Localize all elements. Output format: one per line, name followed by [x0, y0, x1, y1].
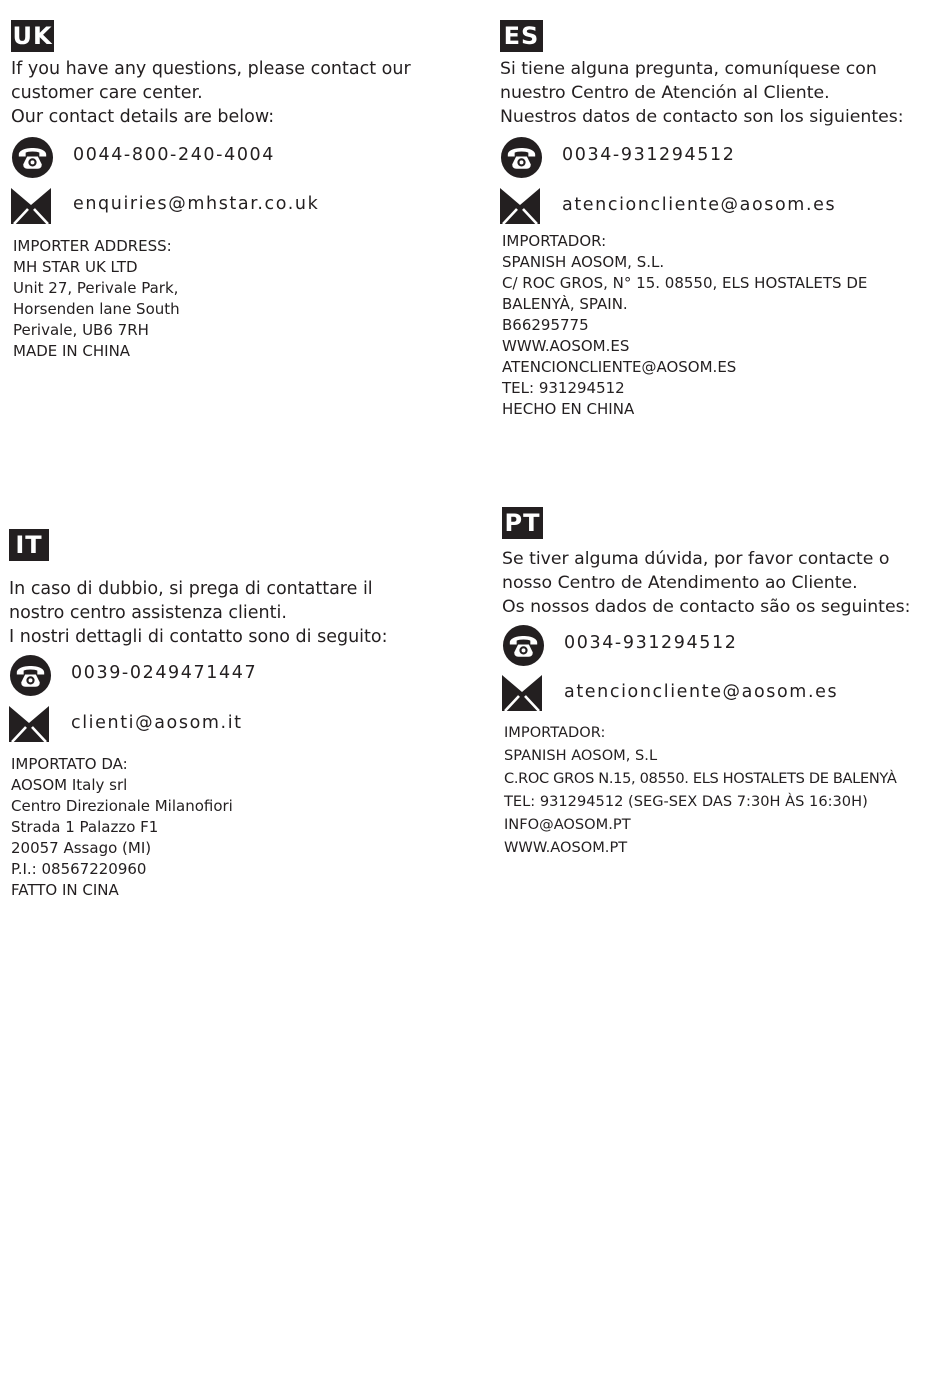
- telephone-icon: [500, 136, 543, 179]
- address-line: BALENYÀ, SPAIN.: [502, 295, 628, 313]
- pt-intro-line: Os nossos dados de contacto são os seguintes:: [502, 597, 911, 617]
- uk-intro-line: customer care center.: [11, 83, 203, 103]
- address-line: MH STAR UK LTD: [13, 258, 138, 276]
- pt-phone-row: [502, 624, 942, 668]
- address-line: IMPORTADOR:: [502, 232, 607, 250]
- address-line: WWW.AOSOM.ES: [502, 337, 630, 355]
- address-line: Unit 27, Perivale Park,: [13, 279, 179, 297]
- address-line: IMPORTER ADDRESS:: [13, 237, 172, 255]
- it-intro: [9, 577, 388, 649]
- es-section: [500, 20, 948, 430]
- uk-badge: UK: [12, 22, 53, 50]
- es-phone-row: [500, 136, 940, 180]
- address-line: ATENCIONCLIENTE@AOSOM.ES: [502, 358, 737, 376]
- pt-phone-number[interactable]: 0034-931294512: [564, 633, 738, 653]
- pt-intro-line: Se tiver alguma dúvida, por favor contacte o: [502, 549, 890, 569]
- it-phone-row: [9, 654, 469, 698]
- address-line: FATTO IN CINA: [11, 881, 119, 899]
- address-line: C/ ROC GROS, N° 15. 08550, ELS HOSTALETS DE: [502, 274, 868, 292]
- address-line: P.I.: 08567220960: [11, 860, 147, 878]
- address-line: Perivale, UB6 7RH: [13, 321, 149, 339]
- envelope-icon: [11, 186, 51, 226]
- address-line: AOSOM Italy srl: [11, 776, 128, 794]
- it-badge: IT: [9, 529, 49, 561]
- it-intro-line: I nostri dettagli di contatto sono di seguito:: [9, 627, 388, 647]
- es-email-row: [500, 186, 940, 230]
- it-intro-line: In caso di dubbio, si prega di contattare il: [9, 579, 373, 599]
- it-section: [9, 529, 469, 909]
- address-line: B66295775: [502, 316, 589, 334]
- address-line: SPANISH AOSOM, S.L: [504, 747, 658, 764]
- es-importer-address: [502, 231, 867, 420]
- es-intro-line: Nuestros datos de contacto son los siguientes:: [500, 107, 904, 127]
- address-line: SPANISH AOSOM, S.L.: [502, 253, 665, 271]
- address-line: TEL: 931294512: [502, 379, 625, 397]
- telephone-icon: [502, 624, 545, 667]
- envelope-icon: [500, 186, 540, 226]
- address-line: C.ROC GROS N.15, 08550. ELS HOSTALETS DE BALENYÀ: [504, 770, 897, 787]
- es-badge: ES: [500, 20, 543, 52]
- it-importer-address: [11, 754, 233, 901]
- address-line: IMPORTADOR:: [504, 724, 606, 741]
- uk-importer-address: [13, 236, 180, 362]
- address-line: Centro Direzionale Milanofiori: [11, 797, 233, 815]
- address-line: IMPORTATO DA:: [11, 755, 128, 773]
- pt-email-address[interactable]: atencioncliente@aosom.es: [564, 682, 839, 702]
- it-phone-number[interactable]: 0039-0249471447: [71, 663, 258, 683]
- pt-email-row: [502, 673, 942, 717]
- uk-intro-line: Our contact details are below:: [11, 107, 275, 127]
- envelope-icon: [9, 704, 49, 744]
- pt-importer-address: [504, 721, 896, 859]
- telephone-icon: [9, 654, 52, 697]
- envelope-icon: [502, 673, 542, 713]
- es-intro-line: nuestro Centro de Atención al Cliente.: [500, 83, 830, 103]
- address-line: 20057 Assago (MI): [11, 839, 152, 857]
- pt-badge: PT: [502, 507, 543, 539]
- address-line: MADE IN CHINA: [13, 342, 131, 360]
- uk-phone-number[interactable]: 0044-800-240-4004: [73, 145, 276, 165]
- es-email-address[interactable]: atencioncliente@aosom.es: [562, 195, 837, 215]
- es-intro-line: Si tiene alguna pregunta, comuníquese con: [500, 59, 877, 79]
- uk-intro-line: If you have any questions, please contact our: [11, 59, 411, 79]
- pt-intro-line: nosso Centro de Atendimento ao Cliente.: [502, 573, 858, 593]
- uk-phone-row: [11, 136, 471, 180]
- it-email-row: [9, 704, 469, 748]
- pt-intro: [502, 547, 910, 619]
- address-line: TEL: 931294512 (SEG-SEX DAS 7:30H ÀS 16:30H): [504, 793, 868, 810]
- address-line: WWW.AOSOM.PT: [504, 839, 628, 856]
- address-line: INFO@AOSOM.PT: [504, 816, 631, 833]
- uk-email-row: [11, 186, 471, 230]
- address-line: Horsenden lane South: [13, 300, 180, 318]
- es-intro: [500, 57, 904, 129]
- uk-email-address[interactable]: enquiries@mhstar.co.uk: [73, 194, 320, 214]
- telephone-icon: [11, 136, 54, 179]
- uk-section: [11, 20, 471, 380]
- address-line: HECHO EN CHINA: [502, 400, 635, 418]
- it-email-address[interactable]: clienti@aosom.it: [71, 713, 243, 733]
- pt-section: [502, 507, 948, 867]
- it-intro-line: nostro centro assistenza clienti.: [9, 603, 287, 623]
- uk-intro: [11, 57, 411, 129]
- address-line: Strada 1 Palazzo F1: [11, 818, 159, 836]
- es-phone-number[interactable]: 0034-931294512: [562, 145, 736, 165]
